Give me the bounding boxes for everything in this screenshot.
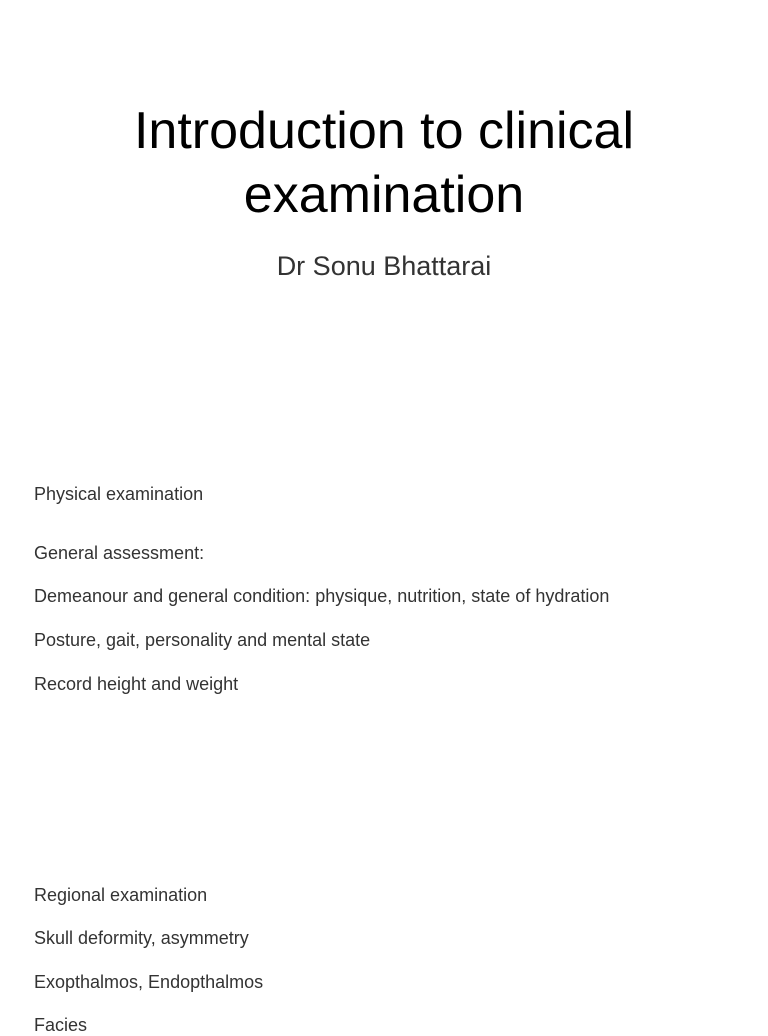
title-slide [0,0,768,340]
slide-title [0,99,768,227]
slide-author: Dr Sonu Bhattarai [276,251,492,281]
slide-3-line: Skull deformity, asymmetry [34,928,249,948]
slide-2-line: Record height and weight [34,674,239,694]
slide-2-line: Demeanour and general condition: physique, nutrition, state of hydration [34,586,610,606]
slide-title-line-2: examination [243,166,525,224]
slide-2-line: Posture, gait, personality and mental state [34,630,371,650]
slide-3-line: Exopthalmos, Endopthalmos [34,972,264,992]
slide-title-line-1: Introduction to clinical [133,102,635,160]
slide-3-heading: Regional examination [34,885,208,905]
slide-2-line: General assessment: [34,543,205,563]
slide-3-line: Facies [34,1015,88,1035]
slide-2-heading: Physical examination [34,484,204,504]
